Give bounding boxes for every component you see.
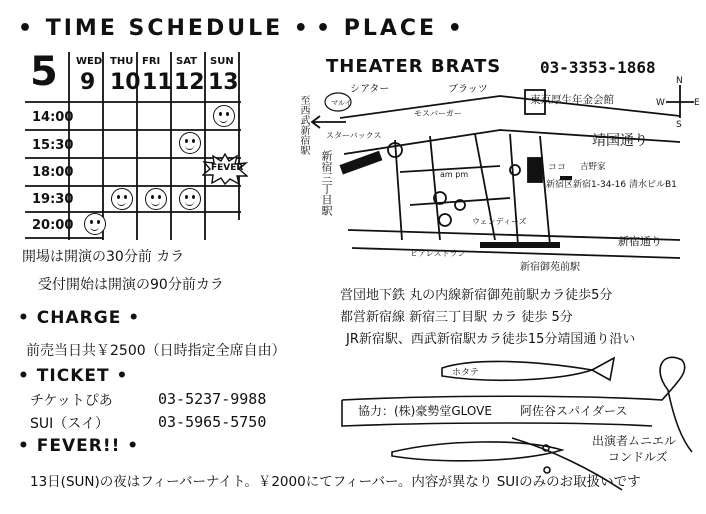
ticket-header: • TICKET • xyxy=(18,366,129,386)
performance-face-icon xyxy=(179,132,201,154)
fish-label: ホタテ xyxy=(452,368,480,378)
access-line-1: 営団地下鉄 丸の内線新宿御苑前駅カラ徒歩5分 xyxy=(340,288,613,303)
reception-note: 受付開始は開演の90分前カラ xyxy=(38,277,224,293)
place-header: • PLACE • xyxy=(316,16,465,41)
open-note: 開場は開演の30分前 カラ xyxy=(22,249,185,265)
dow-sat: SAT xyxy=(176,56,197,67)
dow-sun: SUN xyxy=(210,56,234,67)
charge-text: 前売当日共￥2500（日時指定全席自由） xyxy=(26,343,286,359)
venue-name: THEATER BRATS xyxy=(326,56,502,77)
fever-badge: FEVER xyxy=(211,163,244,173)
map-label-yoshinoya: 吉野家 xyxy=(580,162,606,172)
map-label-wendys: ウェンディーズ xyxy=(472,217,527,226)
map-label-nishishinjuku: 至西武新宿駅 xyxy=(298,95,309,155)
fever-title: FEVER!! xyxy=(36,436,121,456)
map-label-shinjuku-dori: 新宿通り xyxy=(618,235,662,248)
fever-text: 13日(SUN)の夜はフィーバーナイト。￥2000にてフィーバー。内容が異なり SUIのみのお取扱いです xyxy=(30,474,641,490)
performance-face-icon xyxy=(179,188,201,210)
fever-header: • FEVER!! • xyxy=(18,436,140,456)
schedule-header xyxy=(18,16,311,41)
compass-w: W xyxy=(656,98,665,108)
time-1530: 15:30 xyxy=(32,138,74,153)
charge-title: CHARGE xyxy=(36,308,122,328)
date-thu: 10 xyxy=(110,70,141,95)
performance-face-icon xyxy=(111,188,133,210)
ticket-sui-name: SUI（スイ） xyxy=(30,416,109,432)
ticket-pia-phone: 03-5237-9988 xyxy=(158,390,267,408)
schedule-title: TIME SCHEDULE xyxy=(45,16,284,41)
map-label-starbucks: スターバックス xyxy=(326,131,382,140)
date-fri: 11 xyxy=(142,70,173,95)
place-title: PLACE xyxy=(343,16,438,41)
map-label-kousei: 東京厚生年金会館 xyxy=(530,94,614,106)
dow-wed: WED xyxy=(76,56,103,67)
dow-fri: FRI xyxy=(142,56,161,67)
map-label-beer: ビアレストラン xyxy=(410,249,466,258)
compass-e: E xyxy=(694,98,700,108)
compass-s: S xyxy=(676,120,682,130)
map-label-marui: マルイ xyxy=(331,99,352,107)
date-sat: 12 xyxy=(174,70,205,95)
credit-featuring-2: コンドルズ xyxy=(608,450,668,464)
access-line-3: JR新宿駅、西武新宿駅カラ徒歩15分靖国通り沿い xyxy=(346,332,636,347)
credit-sponsor-1: 協力：(株)豪勢堂GLOVE xyxy=(358,404,492,418)
charge-header: • CHARGE • xyxy=(18,308,141,328)
map-label-shinjuku3: 新宿三丁目駅 xyxy=(320,150,333,216)
venue-phone: 03-3353-1868 xyxy=(540,58,656,77)
access-line-2: 都営新宿線 新宿三丁目駅 カラ 徒歩 5分 xyxy=(340,310,573,325)
credit-sponsor-2: 阿佐谷スパイダース xyxy=(520,404,628,418)
map-label-ampm: am pm xyxy=(440,170,469,179)
ticket-title: TICKET xyxy=(36,366,110,386)
time-1930: 19:30 xyxy=(32,192,74,207)
date-sun: 13 xyxy=(208,70,239,95)
ticket-sui-phone: 03-5965-5750 xyxy=(158,413,267,431)
bullet-icon: • xyxy=(293,16,311,41)
date-wed: 9 xyxy=(80,70,96,95)
map-label-yasukuni: 靖国通り xyxy=(592,133,648,149)
fish-illustration xyxy=(322,340,702,512)
bullet-icon: • xyxy=(18,16,36,41)
map-label-koko: ココ xyxy=(548,163,567,173)
map-label-gyoenmae: 新宿御苑前駅 xyxy=(520,262,580,273)
performance-face-icon xyxy=(213,105,235,127)
performance-face-icon xyxy=(84,213,106,235)
map-label-address: 新宿区新宿1-34-16 清水ビルB1 xyxy=(546,180,677,190)
time-1800: 18:00 xyxy=(32,165,74,180)
dow-thu: THU xyxy=(110,56,134,67)
map-label-mos: モスバーガー xyxy=(414,109,462,118)
credit-featuring: 出演者ムニエル xyxy=(592,434,677,448)
ticket-pia-name: チケットぴあ xyxy=(30,393,113,409)
time-1400: 14:00 xyxy=(32,110,74,125)
performance-face-icon xyxy=(145,188,167,210)
month-number: 5 xyxy=(30,49,58,95)
time-2000: 20:00 xyxy=(32,218,74,233)
venue-kana-brats: ブラッツ xyxy=(448,84,488,95)
compass-n: N xyxy=(676,76,683,86)
venue-kana-theater: シアター xyxy=(350,84,390,95)
